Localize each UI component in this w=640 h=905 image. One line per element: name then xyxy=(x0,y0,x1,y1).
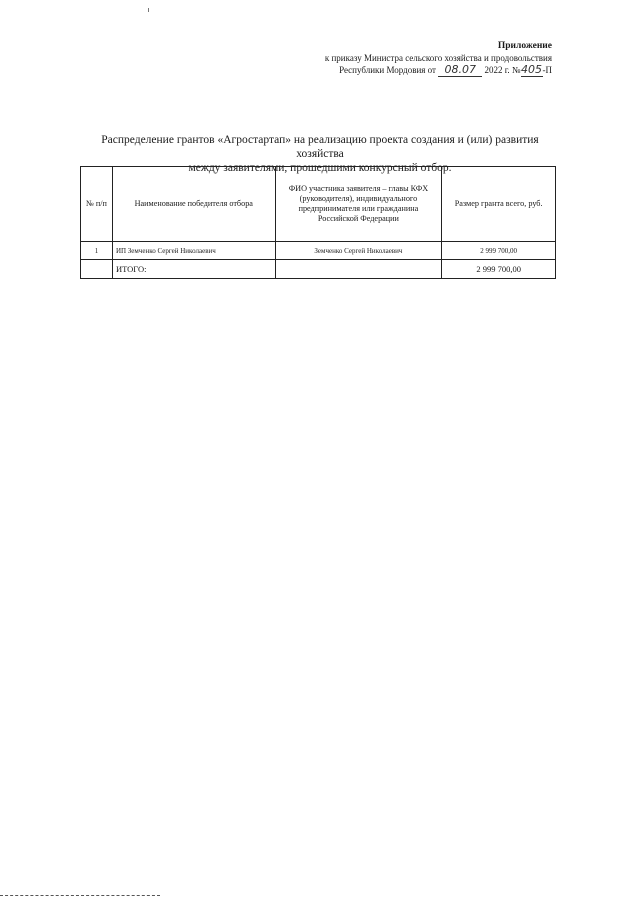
order-date-prefix: Республики Мордовия от xyxy=(339,65,436,75)
cell-total-empty xyxy=(81,260,113,279)
cell-total-label: ИТОГО: xyxy=(112,260,275,279)
order-number-suffix: -П xyxy=(542,65,552,75)
heading-line-2: между заявителями, прошедшими конкурсный отбор. xyxy=(188,162,452,174)
order-date-line xyxy=(325,64,552,77)
column-header-fio: ФИО участника заявителя – главы КФХ (руководителя), индивидуального предпринимателя или гражданина Российской Федерации xyxy=(275,167,442,242)
grants-table xyxy=(80,166,556,279)
cell-total-blank xyxy=(275,260,442,279)
table-row xyxy=(81,242,556,260)
order-date-handwritten: 08.07 xyxy=(438,64,482,77)
cell-fio: Земченко Сергей Николаевич xyxy=(275,242,442,260)
table-total-row xyxy=(81,260,556,279)
table-header-row xyxy=(81,167,556,242)
cell-number: 1 xyxy=(81,242,113,260)
column-header-number: № п/п xyxy=(81,167,113,242)
appendix-header xyxy=(325,40,552,77)
order-line: к приказу Министра сельского хозяйства и продовольствия xyxy=(324,53,552,63)
appendix-title: Приложение xyxy=(497,41,552,51)
scan-edge-line xyxy=(0,895,160,896)
cell-winner: ИП Земченко Сергей Николаевич xyxy=(112,242,275,260)
order-year: 2022 г. № xyxy=(484,65,521,75)
scan-mark xyxy=(148,8,149,12)
cell-total-amount: 2 999 700,00 xyxy=(442,260,556,279)
heading-line-1: Распределение грантов «Агростартап» на реализацию проекта создания и (или) развития хозяйства xyxy=(101,134,539,160)
column-header-amount: Размер гранта всего, руб. xyxy=(442,167,556,242)
order-number-handwritten: 405 xyxy=(521,63,542,76)
cell-amount: 2 999 700,00 xyxy=(442,242,556,260)
column-header-winner: Наименование победителя отбора xyxy=(112,167,275,242)
